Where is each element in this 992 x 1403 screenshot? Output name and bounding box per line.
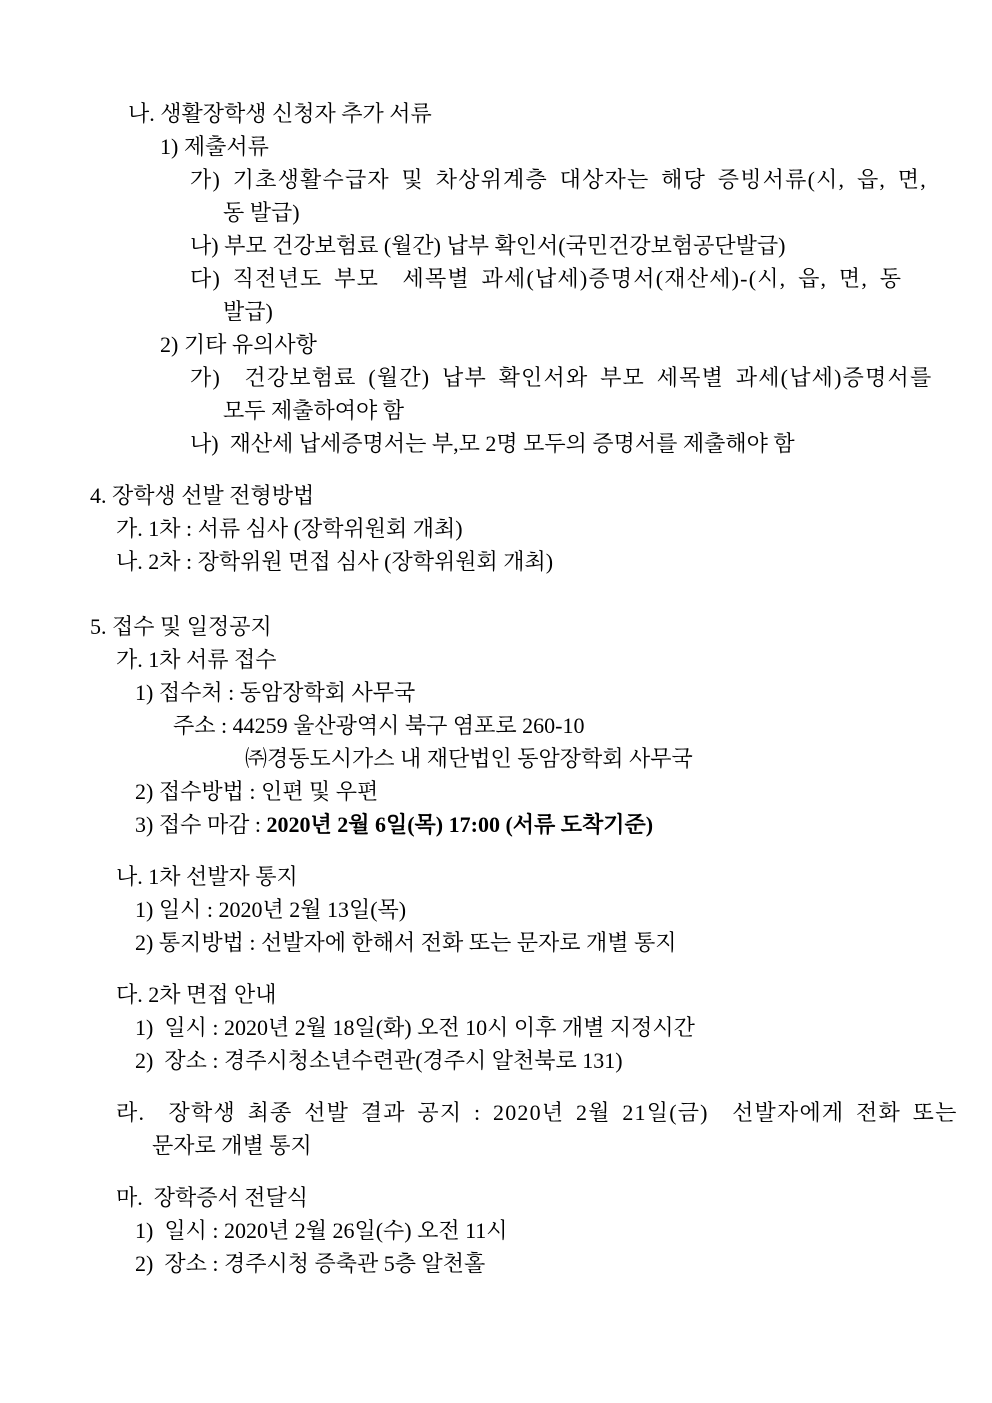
line-text: 다. 2차 면접 안내 [116,982,277,1007]
document-line [116,643,992,676]
line-text: 나. 1차 선발자 통지 [116,864,298,889]
document-line [135,775,992,808]
document-line [116,978,992,1011]
document-line [160,130,992,163]
document-line [135,1247,992,1280]
line-text: 나) 재산세 납세증명서는 부,모 2명 모두의 증명서를 제출해야 함 [190,431,795,456]
line-text: 모두 제출하여야 함 [223,398,405,423]
line-text: 마. 장학증서 전달식 [116,1185,309,1210]
line-text: 발급) [223,299,273,324]
document-line [116,1181,992,1214]
document-line [128,97,992,130]
line-text: 문자로 개별 통지 [152,1133,312,1158]
line-text: 가) 건강보험료 (월간) 납부 확인서와 부모 세목별 과세(납세)증명서를 [190,365,933,390]
line-text: 5. 접수 및 일정공지 [90,614,272,639]
document-line [223,196,992,229]
line-text: 2) 기타 유의사항 [160,332,317,357]
document-body [0,97,992,1280]
line-text: 가) 기초생활수급자 및 차상위계층 대상자는 해당 증빙서류(시, 읍, 면, [190,167,927,192]
document-line [90,479,992,512]
line-text: 2) 장소 : 경주시청소년수련관(경주시 알천북로 131) [135,1048,623,1073]
document-line [135,808,992,841]
document-line [116,860,992,893]
line-text: 3) 접수 마감 : [135,812,267,837]
document-line [135,1044,992,1077]
line-text: 나. 생활장학생 신청자 추가 서류 [128,101,432,126]
document-line [116,1096,958,1129]
document-line [135,1011,992,1044]
line-text: 2) 장소 : 경주시청 증축관 5층 알천홀 [135,1251,486,1276]
document-line [90,610,992,643]
document-line [190,229,992,262]
line-text: 1) 일시 : 2020년 2월 13일(목) [135,897,407,922]
document-line [223,295,992,328]
line-text: 라. 장학생 최종 선발 결과 공지 : 2020년 2월 21일(금) 선발자에게 전화 또는 [116,1100,958,1125]
line-text: 동 발급) [223,200,300,225]
document-line [173,709,992,742]
deadline-bold-text: 2020년 2월 6일(목) 17:00 (서류 도착기준) [266,812,654,837]
line-text: ㈜경동도시가스 내 재단법인 동암장학회 사무국 [245,746,693,771]
line-text: 1) 일시 : 2020년 2월 26일(수) 오전 11시 [135,1218,508,1243]
line-text: 2) 접수방법 : 인편 및 우편 [135,779,379,804]
line-text: 다) 직전년도 부모 세목별 과세(납세)증명서(재산세)-(시, 읍, 면, 동 [190,266,903,291]
line-text: 나) 부모 건강보험료 (월간) 납부 확인서(국민건강보험공단발급) [190,233,786,258]
document-line [190,361,933,394]
document-line [135,676,992,709]
document-line [116,512,992,545]
line-text: 가. 1차 서류 접수 [116,647,277,672]
line-text: 가. 1차 : 서류 심사 (장학위원회 개최) [116,516,463,541]
document-line [135,1214,992,1247]
document-line [116,545,992,578]
line-text: 1) 일시 : 2020년 2월 18일(화) 오전 10시 이후 개별 지정시간 [135,1015,695,1040]
document-line [190,262,912,295]
document-line [135,893,992,926]
document-line [190,163,927,196]
line-text: 나. 2차 : 장학위원 면접 심사 (장학위원회 개최) [116,549,554,574]
line-text: 주소 : 44259 울산광역시 북구 염포로 260-10 [173,713,585,738]
line-text: 4. 장학생 선발 전형방법 [90,483,315,508]
line-text: 2) 통지방법 : 선발자에 한해서 전화 또는 문자로 개별 통지 [135,930,677,955]
document-line [190,427,992,460]
line-text: 1) 접수처 : 동암장학회 사무국 [135,680,416,705]
document-line [135,926,992,959]
document-line [245,742,992,775]
document-line [160,328,992,361]
document-line [152,1129,992,1162]
document-line [223,394,992,427]
line-text: 1) 제출서류 [160,134,269,159]
